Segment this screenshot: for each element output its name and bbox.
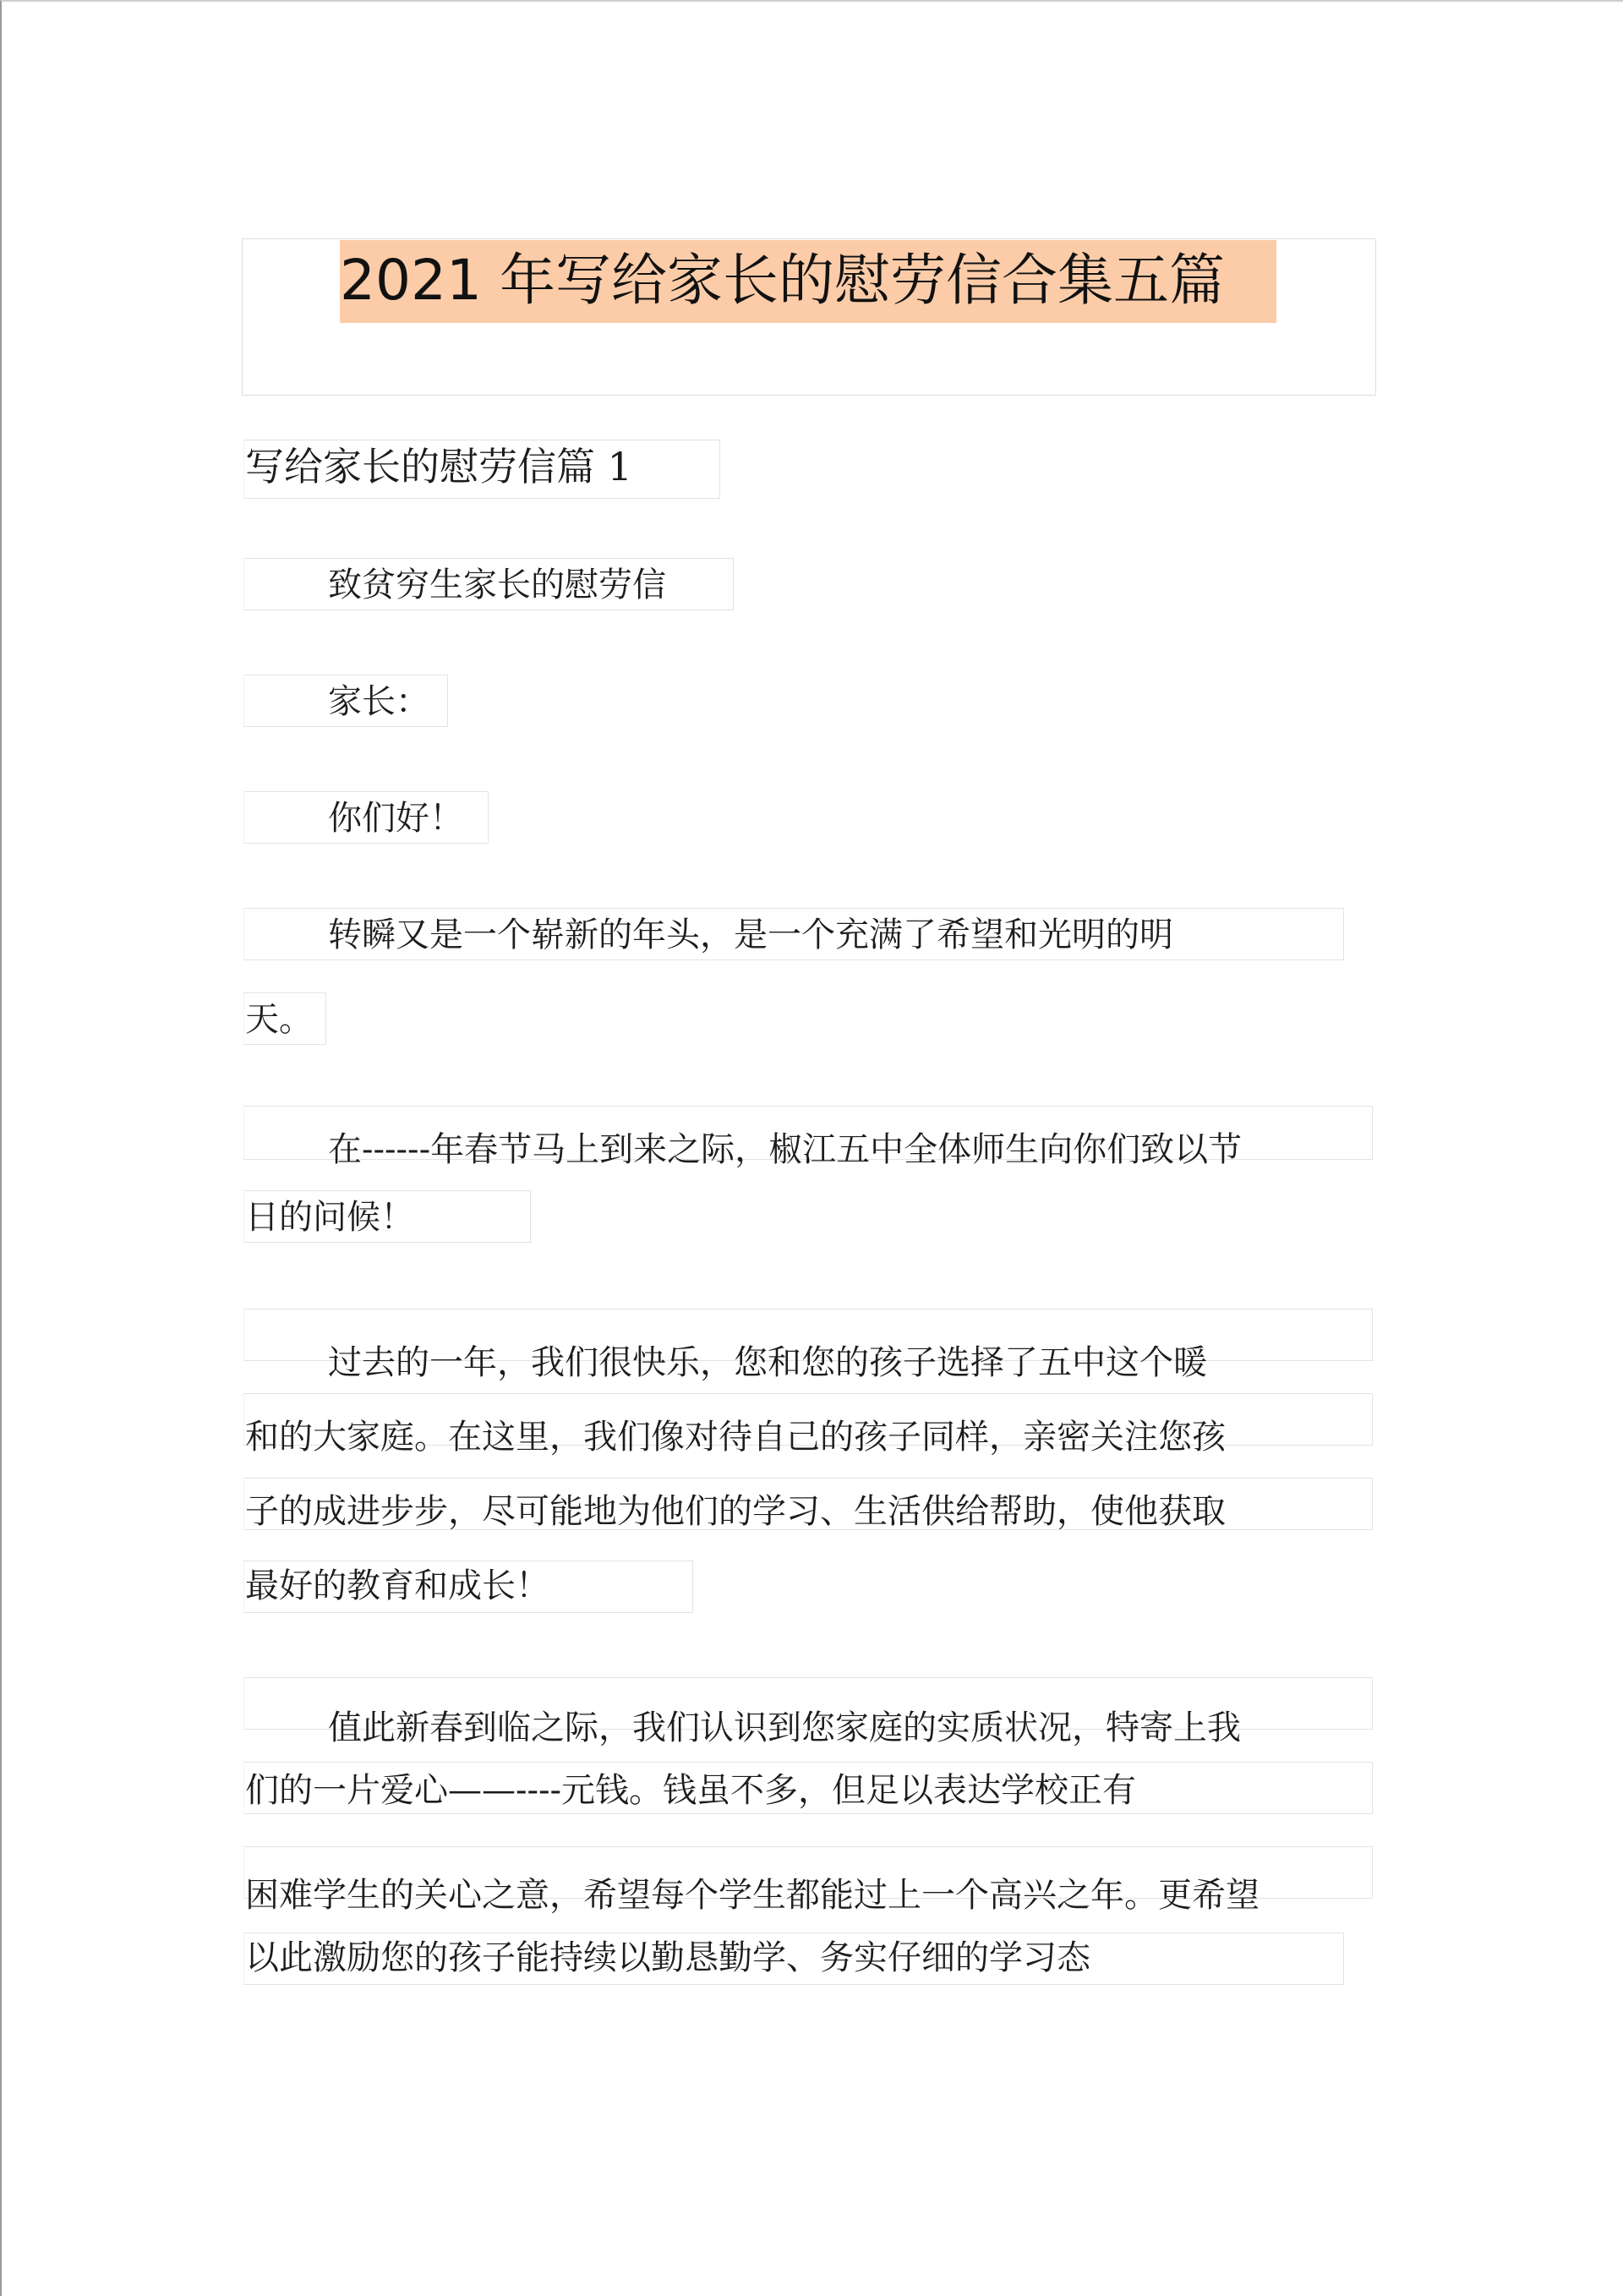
paragraph-line: 值此新春到临之际，我们认识到您家庭的实质状况，特寄上我 (328, 1708, 1241, 1747)
paragraph-line: 在------年春节马上到来之际，椒江五中全体师生向你们致以节 (328, 1130, 1243, 1169)
greeting: 你们好！ (328, 799, 463, 838)
paragraph-line: 们的一片爱心——----元钱。钱虽不多，但足以表达学校正有 (245, 1771, 1137, 1810)
paragraph-line: 最好的教育和成长！ (245, 1566, 549, 1605)
paragraph-line: 子的成进步步，尽可能地为他们的学习、生活供给帮助，使他获取 (245, 1492, 1226, 1531)
paragraph-line: 以此激励您的孩子能持续以勤恳勤学、务实仔细的学习态 (245, 1938, 1090, 1977)
paragraph-line: 过去的一年，我们很快乐，您和您的孩子选择了五中这个暖 (328, 1343, 1207, 1382)
section-heading: 写给家长的慰劳信篇 1 (245, 444, 632, 489)
paragraph-line: 困难学生的关心之意，希望每个学生都能过上一个高兴之年。更希望 (245, 1876, 1260, 1915)
paragraph-line: 天。 (245, 1000, 313, 1039)
paragraph-line: 和的大家庭。在这里，我们像对待自己的孩子同样，亲密关注您孩 (245, 1418, 1226, 1457)
salutation: 家长： (328, 682, 429, 721)
paragraph-line: 转瞬又是一个崭新的年头，是一个充满了希望和光明的明 (328, 916, 1173, 954)
paragraph-line: 日的问候！ (245, 1198, 414, 1237)
letter-title: 致贫穷生家长的慰劳信 (328, 566, 666, 604)
document-title: 2021 年写给家长的慰劳信合集五篇 (340, 248, 1225, 313)
